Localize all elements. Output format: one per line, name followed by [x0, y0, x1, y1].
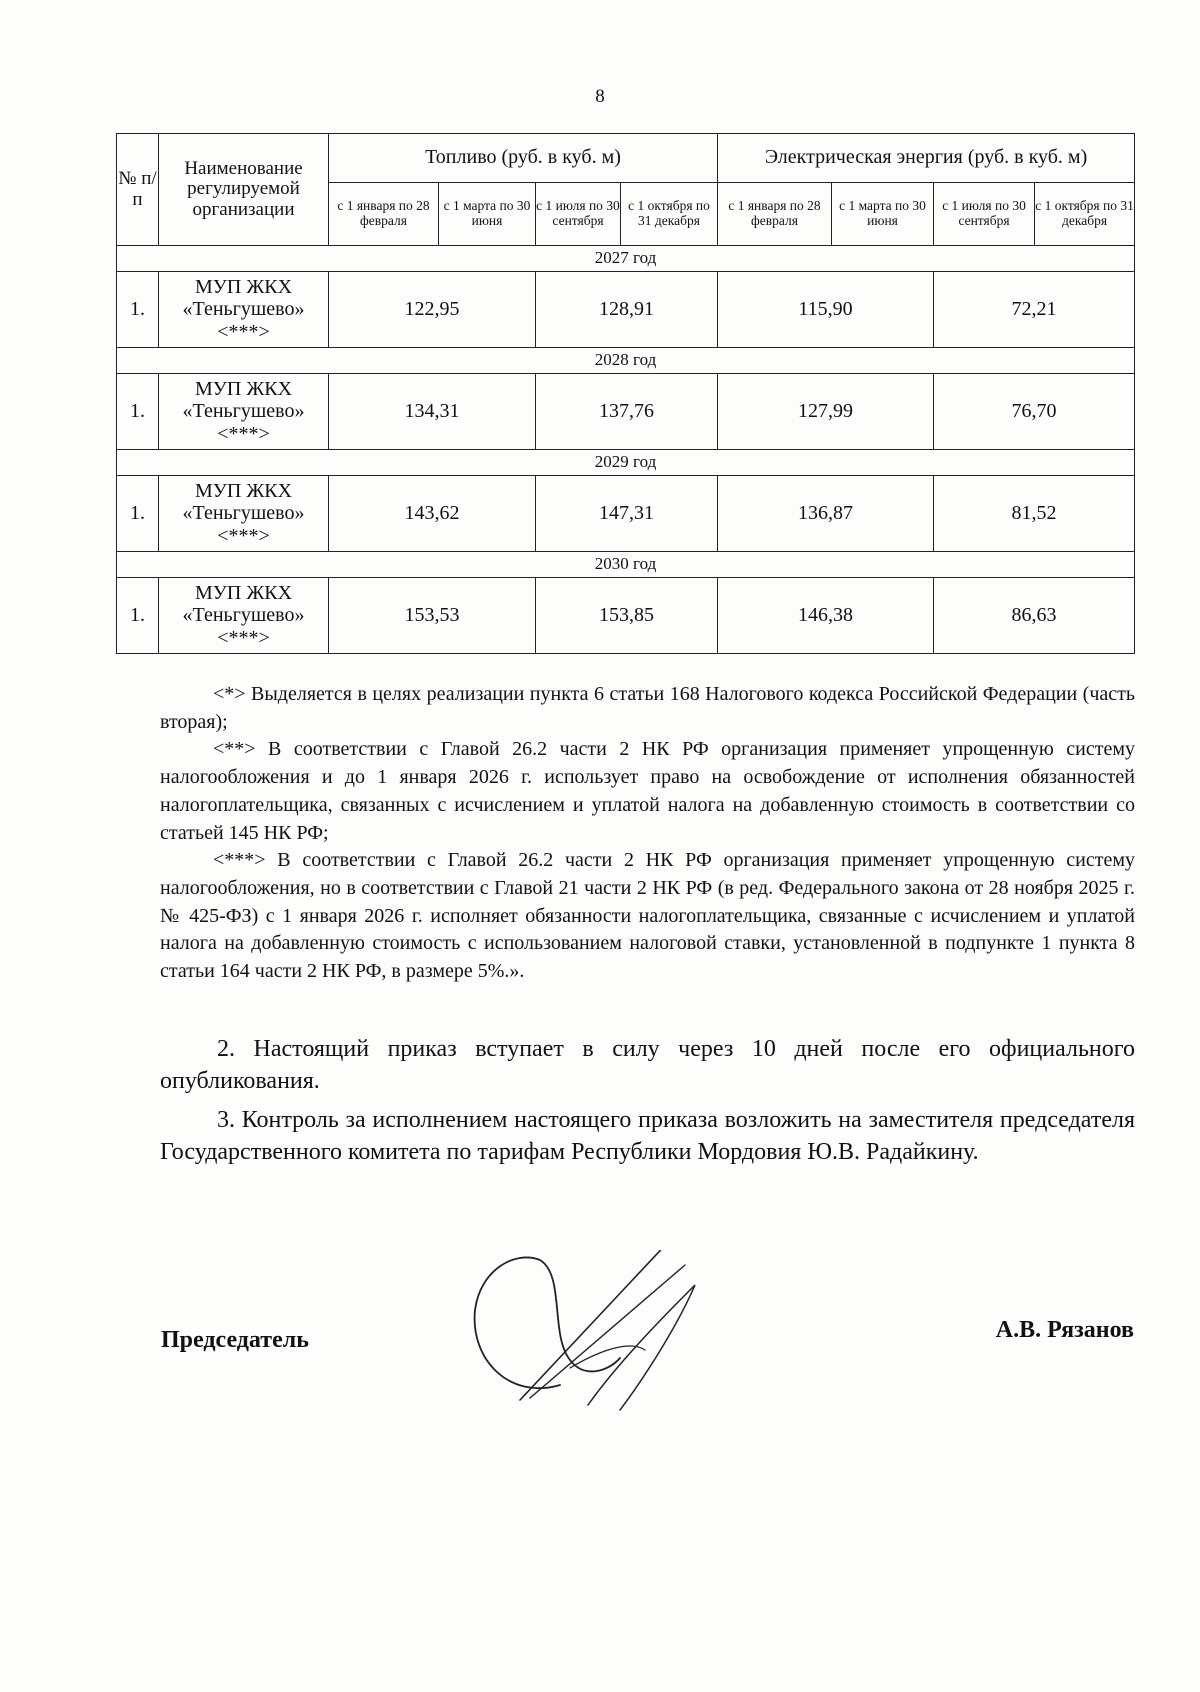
tariff-value: 153,53	[329, 578, 536, 654]
tariff-value: 81,52	[934, 476, 1135, 552]
table-row	[117, 476, 1135, 552]
row-number: 1.	[117, 374, 159, 450]
header-power-period: с 1 марта по 30 июня	[832, 183, 934, 246]
table-row	[117, 272, 1135, 348]
year-label: 2029 год	[117, 450, 1135, 476]
table-row	[117, 578, 1135, 654]
tariff-value: 153,85	[536, 578, 718, 654]
organization-name: МУП ЖКХ «Теньгушево» <***>	[159, 374, 329, 450]
tariff-value: 115,90	[718, 272, 934, 348]
signatory-name: А.В. Рязанов	[995, 1317, 1134, 1343]
footnote: <***> В соответствии с Главой 26.2 части 2 НК РФ организация применяет упрощенную систему налогообложения, но в соответствии с Главой 21 части 2 НК РФ (в ред. Федерального закона от 28 ноября 2025 г. № 425-ФЗ) с 1 января 2026 г. исполняет обязанности налогоплательщика, связанные с исчислением и уплатой налога на добавленную стоимость с использованием налоговой ставки, установленной в подпункте 1 пункта 8 статьи 164 части 2 НК РФ, в размере 5%.».	[160, 849, 1135, 983]
tariff-value: 127,99	[718, 374, 934, 450]
footnotes	[160, 681, 1135, 986]
tariff-value: 136,87	[718, 476, 934, 552]
footnote: <**> В соответствии с Главой 26.2 части 2 НК РФ организация применяет упрощенную систему налогообложения и до 1 января 2026 г. использует право на освобождение от исполнения обязанностей налогоплательщика, связанных с исчислением и уплатой налога на добавленную стоимость в соответствии со статьей 145 НК РФ;	[160, 738, 1135, 844]
header-fuel-period: с 1 марта по 30 июня	[439, 183, 536, 246]
tariff-value: 72,21	[934, 272, 1135, 348]
year-label: 2030 год	[117, 552, 1135, 578]
header-fuel-period: с 1 октября по 31 декабря	[621, 183, 718, 246]
header-fuel-period: с 1 июля по 30 сентября	[536, 183, 621, 246]
header-electric-power: Электрическая энергия (руб. в куб. м)	[718, 134, 1135, 183]
tariff-value: 146,38	[718, 578, 934, 654]
tariff-value: 147,31	[536, 476, 718, 552]
page-number: 8	[595, 86, 605, 107]
tariff-table	[116, 133, 1135, 654]
tariff-value: 86,63	[934, 578, 1135, 654]
tariff-value: 76,70	[934, 374, 1135, 450]
order-clause: 3. Контроль за исполнением настоящего приказа возложить на заместителя председателя Государственного комитета по тарифам Республики Мордовия Ю.В. Радайкину.	[160, 1107, 1135, 1165]
signature-image	[470, 1250, 740, 1430]
header-organization: Наименование регулируемой организации	[159, 134, 329, 246]
row-number: 1.	[117, 578, 159, 654]
header-number: № п/ п	[117, 134, 159, 246]
organization-name: МУП ЖКХ «Теньгушево» <***>	[159, 272, 329, 348]
tariff-value: 128,91	[536, 272, 718, 348]
organization-name: МУП ЖКХ «Теньгушево» <***>	[159, 476, 329, 552]
header-power-period: с 1 июля по 30 сентября	[934, 183, 1035, 246]
header-fuel: Топливо (руб. в куб. м)	[329, 134, 718, 183]
tariff-value: 143,62	[329, 476, 536, 552]
header-fuel-period: с 1 января по 28 февраля	[329, 183, 439, 246]
order-clauses	[160, 1034, 1135, 1176]
row-number: 1.	[117, 476, 159, 552]
table-row	[117, 374, 1135, 450]
order-clause: 2. Настоящий приказ вступает в силу через 10 дней после его официального опубликования.	[160, 1036, 1135, 1094]
tariff-value: 137,76	[536, 374, 718, 450]
year-label: 2027 год	[117, 246, 1135, 272]
organization-name: МУП ЖКХ «Теньгушево» <***>	[159, 578, 329, 654]
tariff-value: 134,31	[329, 374, 536, 450]
row-number: 1.	[117, 272, 159, 348]
signatory-title: Председатель	[161, 1327, 309, 1353]
year-label: 2028 год	[117, 348, 1135, 374]
tariff-value: 122,95	[329, 272, 536, 348]
header-power-period: с 1 октября по 31 декабря	[1035, 183, 1135, 246]
header-power-period: с 1 января по 28 февраля	[718, 183, 832, 246]
footnote: <*> Выделяется в целях реализации пункта 6 статьи 168 Налогового кодекса Российской Федерации (часть вторая);	[160, 683, 1135, 733]
